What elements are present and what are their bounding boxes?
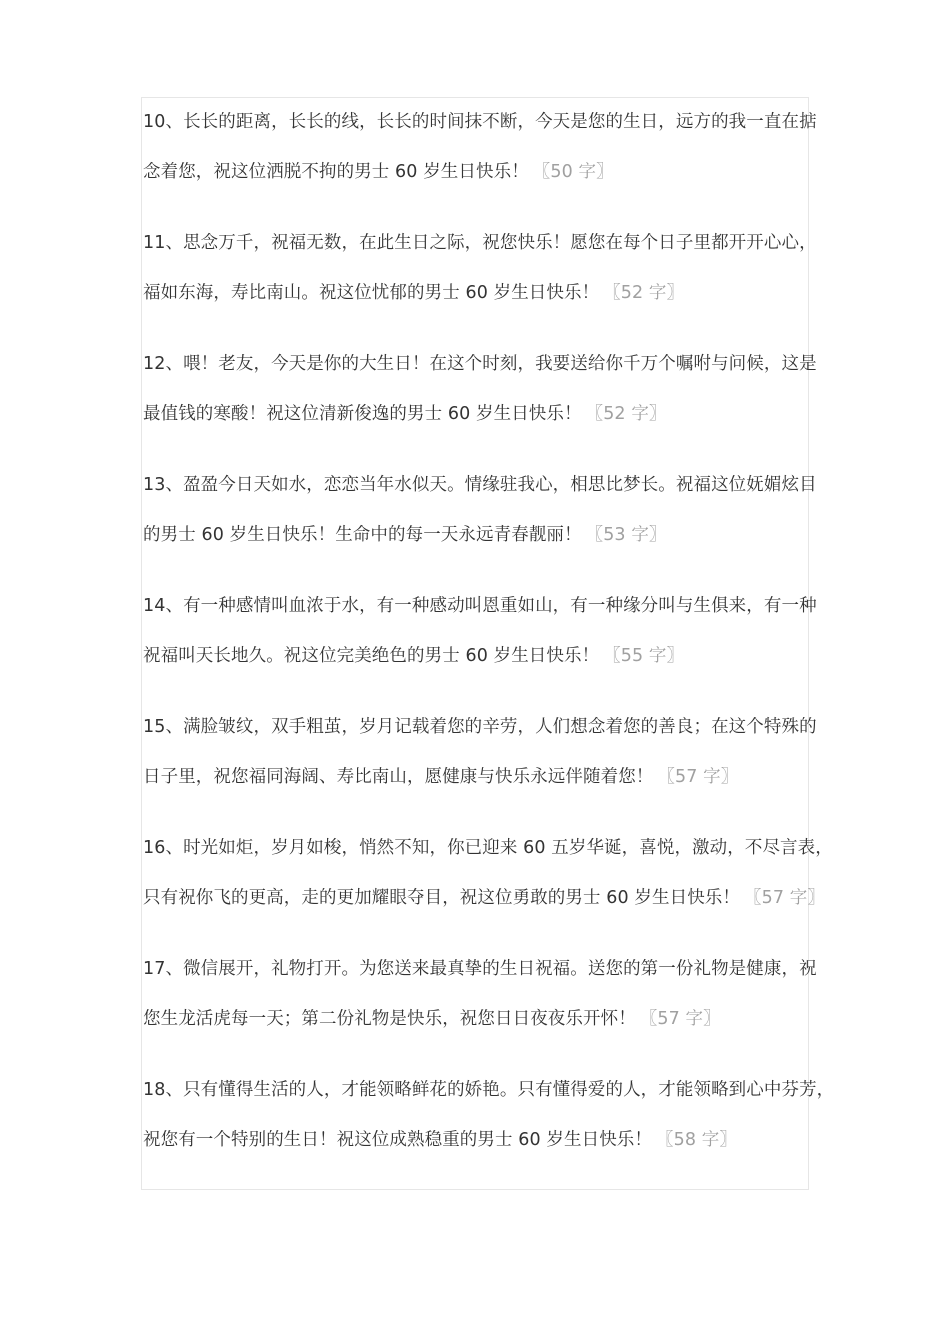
entry-17 xyxy=(143,944,823,1044)
char-count: 〖57 字〗 xyxy=(657,767,739,787)
entry-line-1: 15、满脸皱纹，双手粗茧，岁月记载着您的辛劳，人们想念着您的善良；在这个特殊的 xyxy=(143,717,817,737)
char-count: 〖52 字〗 xyxy=(603,283,685,303)
char-count: 〖55 字〗 xyxy=(603,646,685,666)
entry-14 xyxy=(143,581,823,681)
entry-line-2-text: 福如东海，寿比南山。祝这位忧郁的男士 60 岁生日快乐！ xyxy=(143,283,600,303)
entry-line-2 xyxy=(143,752,823,802)
entry-line-1: 18、只有懂得生活的人，才能领略鲜花的娇艳。只有懂得爱的人，才能领略到心中芬芳， xyxy=(143,1080,835,1100)
entry-line-1: 12、喂！老友，今天是你的大生日！在这个时刻，我要送给你千万个嘱咐与问候，这是 xyxy=(143,354,817,374)
entry-line-2 xyxy=(143,631,823,681)
entry-line-1: 11、思念万千，祝福无数，在此生日之际，祝您快乐！愿您在每个日子里都开开心心， xyxy=(143,233,817,253)
entry-line-2-text: 念着您，祝这位洒脱不拘的男士 60 岁生日快乐！ xyxy=(143,162,529,182)
entry-line-1: 13、盈盈今日天如水，恋恋当年水似天。情缘驻我心，相思比梦长。祝福这位妩媚炫目 xyxy=(143,475,817,495)
entry-line-1: 10、长长的距离，长长的线，长长的时间抹不断，今天是您的生日，远方的我一直在掂 xyxy=(143,112,817,132)
char-count: 〖53 字〗 xyxy=(585,525,667,545)
entry-line-2-text: 的男士 60 岁生日快乐！生命中的每一天永远青春靓丽！ xyxy=(143,525,582,545)
entry-11 xyxy=(143,218,823,318)
entry-line-1: 16、时光如炬，岁月如梭，悄然不知，你已迎来 60 五岁华诞，喜悦，激动，不尽言表， xyxy=(143,838,833,858)
char-count: 〖50 字〗 xyxy=(532,162,614,182)
entry-line-2 xyxy=(143,994,823,1044)
entry-10 xyxy=(143,97,823,197)
entry-line-2 xyxy=(143,147,823,197)
entry-15 xyxy=(143,702,823,802)
entry-18 xyxy=(143,1065,835,1165)
entry-line-2 xyxy=(143,510,823,560)
entry-line-2-text: 您生龙活虎每一天；第二份礼物是快乐，祝您日日夜夜乐开怀！ xyxy=(143,1009,636,1029)
entry-12 xyxy=(143,339,823,439)
entry-line-2 xyxy=(143,1115,823,1165)
entry-13 xyxy=(143,460,823,560)
char-count: 〖58 字〗 xyxy=(656,1130,737,1150)
entry-line-2-text: 只有祝你飞的更高，走的更加耀眼夺目，祝这位勇敢的男士 60 岁生日快乐！ xyxy=(143,888,740,908)
entry-line-2-text: 最值钱的寒酸！祝这位清新俊逸的男士 60 岁生日快乐！ xyxy=(143,404,582,424)
entry-line-2-text: 祝福叫天长地久。祝这位完美绝色的男士 60 岁生日快乐！ xyxy=(143,646,600,666)
entry-line-1: 14、有一种感情叫血浓于水，有一种感动叫恩重如山，有一种缘分叫与生俱来，有一种 xyxy=(143,596,817,616)
entry-line-2-text: 日子里，祝您福同海阔、寿比南山，愿健康与快乐永远伴随着您！ xyxy=(143,767,654,787)
entry-line-2 xyxy=(143,268,823,318)
entry-line-2-text: 祝您有一个特别的生日！祝这位成熟稳重的男士 60 岁生日快乐！ xyxy=(143,1130,652,1150)
char-count: 〖52 字〗 xyxy=(585,404,667,424)
entry-line-2 xyxy=(143,873,823,923)
char-count: 〖57 字〗 xyxy=(639,1009,721,1029)
entry-line-1: 17、微信展开，礼物打开。为您送来最真挚的生日祝福。送您的第一份礼物是健康，祝 xyxy=(143,959,817,979)
char-count: 〖57 字〗 xyxy=(744,888,825,908)
entry-16 xyxy=(143,823,833,923)
entry-line-2 xyxy=(143,389,823,439)
